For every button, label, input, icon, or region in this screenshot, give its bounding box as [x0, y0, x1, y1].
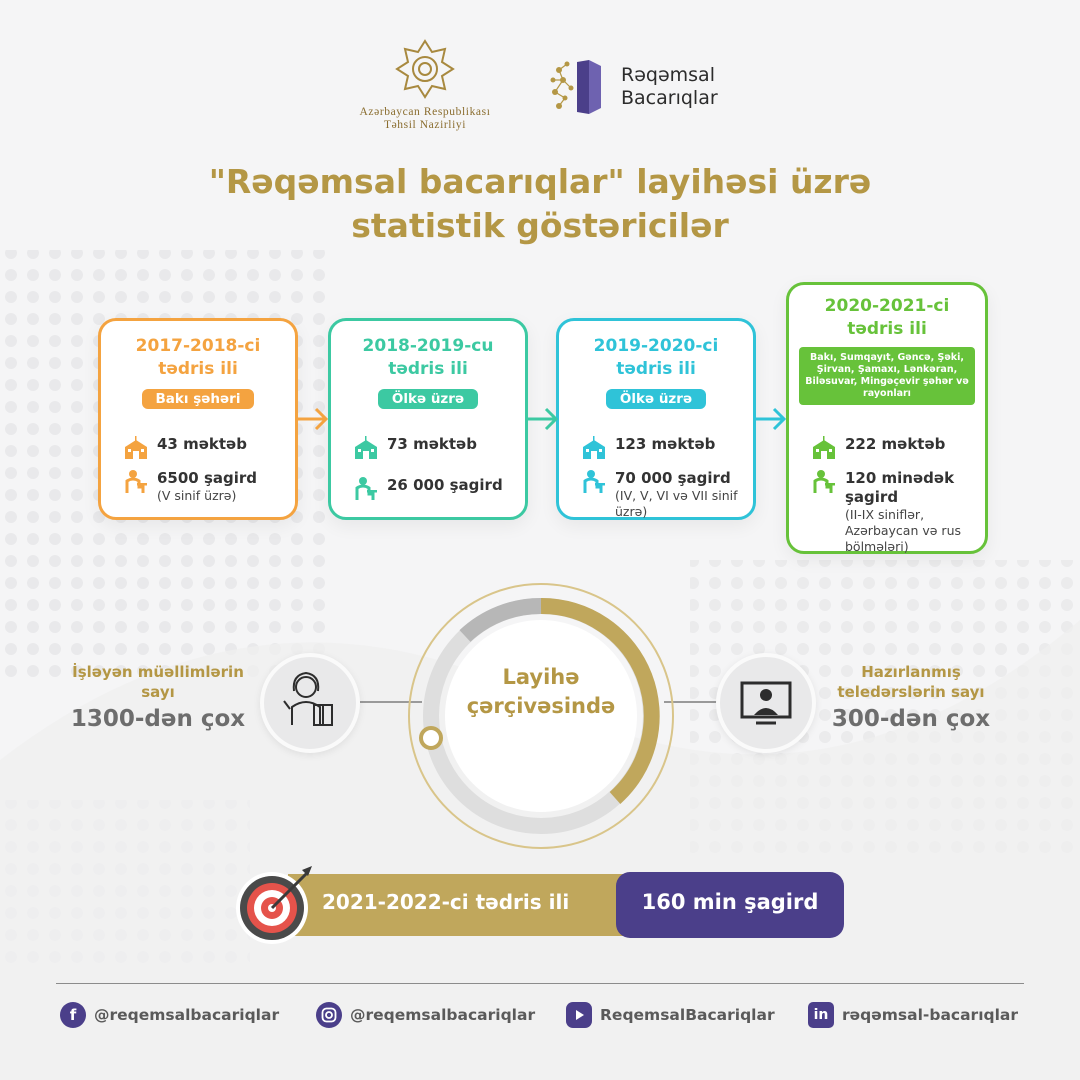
school-building-icon [581, 435, 607, 461]
card-schools-count: 43 məktəb [157, 435, 247, 453]
ministry-line-2: Təhsil Nazirliyi [383, 119, 467, 131]
card-students-row [353, 476, 503, 502]
student-desk-icon [353, 476, 379, 502]
card-scope-badge: Bakı şəhəri [142, 389, 255, 409]
brand-name [621, 64, 718, 110]
linkedin-icon: in [808, 1002, 834, 1028]
card-students-row [123, 469, 257, 504]
banner-count: 160 min şagird [641, 890, 819, 914]
card-scope-badge: Ölkə üzrə [606, 389, 706, 409]
instagram-handle[interactable]: @reqemsalbacariqlar [350, 1006, 536, 1024]
youtube-icon [566, 1002, 592, 1028]
student-desk-icon [811, 469, 837, 495]
teachers-label: İşləyən müəllimlərin sayı [72, 663, 244, 701]
arrow-right-icon [526, 404, 560, 434]
brand-logo [545, 56, 718, 118]
student-count-banner [616, 872, 844, 938]
teacher-icon-circle [260, 653, 360, 753]
student-desk-icon [123, 469, 149, 495]
arrow-right-icon [754, 404, 788, 434]
telelessons-stat [826, 662, 996, 734]
year-card-2019-2020 [556, 318, 756, 520]
card-year-line-2: tədris ili [847, 319, 927, 339]
ministry-line-1: Azərbaycan Respublikası [359, 106, 491, 118]
instagram-link[interactable] [316, 1002, 535, 1028]
card-year [789, 295, 985, 341]
card-year-line-1: 2019-2020-ci [593, 336, 719, 356]
card-schools-row [581, 435, 715, 461]
card-schools-row [123, 435, 247, 461]
page-title [0, 160, 1080, 248]
card-scope-badge: Ölkə üzrə [378, 389, 478, 409]
title-line-2: statistik göstəricilər [351, 206, 729, 245]
youtube-handle[interactable]: ReqemsalBacariqlar [600, 1006, 775, 1024]
facebook-icon: f [60, 1002, 86, 1028]
card-students-row [581, 469, 745, 520]
ministry-emblem-icon [394, 38, 456, 100]
year-card-2017-2018 [98, 318, 298, 520]
card-year [331, 335, 525, 381]
facebook-link[interactable] [60, 1002, 279, 1028]
brand-line-1: Rəqəmsal [621, 64, 715, 86]
card-year-line-2: tədris ili [158, 359, 238, 379]
card-students-note: (IV, V, VI və VII sinif üzrə) [615, 488, 738, 519]
card-year [101, 335, 295, 381]
card-students-row [811, 469, 965, 555]
card-schools-row [353, 435, 477, 461]
year-card-2020-2021 [786, 282, 988, 554]
card-schools-row [811, 435, 945, 461]
teachers-value: 1300-dən çox [70, 706, 246, 732]
card-scope-badge: Bakı, Sumqayıt, Gəncə, Şəki, Şirvan, Şamaxı, Lənkəran, Biləsuvar, Mingəçevir şəhər və rayonları [799, 347, 975, 405]
ministry-name [340, 106, 510, 132]
arrow-right-icon [296, 404, 330, 434]
card-year-line-1: 2020-2021-ci [824, 296, 950, 316]
teacher-icon [264, 657, 356, 749]
card-schools-count: 123 məktəb [615, 435, 716, 453]
card-year-line-2: tədris ili [616, 359, 696, 379]
telelesson-icon-circle [716, 653, 816, 753]
footer-divider [56, 983, 1024, 984]
linkedin-handle[interactable]: rəqəmsal-bacarıqlar [842, 1006, 1019, 1024]
telelessons-value: 300-dən çox [831, 706, 991, 732]
school-building-icon [811, 435, 837, 461]
ministry-logo [340, 38, 510, 132]
student-desk-icon [581, 469, 607, 495]
banner-year: 2021-2022-ci tədris ili [322, 890, 570, 914]
target-icon [232, 862, 318, 948]
facebook-handle[interactable]: @reqemsalbacariqlar [94, 1006, 280, 1024]
school-building-icon [353, 435, 379, 461]
card-students-note: (II-IX siniflər, Azərbaycan və rus bölmələri) [845, 507, 961, 554]
instagram-icon [316, 1002, 342, 1028]
card-students-count: 6500 şagird [157, 469, 258, 487]
year-card-2018-2019 [328, 318, 528, 520]
linkedin-link[interactable] [808, 1002, 1018, 1028]
digital-skills-logo-icon [545, 56, 607, 118]
card-schools-count: 222 məktəb [845, 435, 946, 453]
title-line-1: "Rəqəmsal bacarıqlar" layihəsi üzrə [208, 162, 872, 201]
card-schools-count: 73 məktəb [387, 435, 477, 453]
telelessons-label: Hazırlanmış teledərslərin sayı [837, 663, 985, 701]
card-year-line-2: tədris ili [388, 359, 468, 379]
card-year [559, 335, 753, 381]
card-students-count: 26 000 şagird [387, 476, 503, 494]
brand-line-2: Bacarıqlar [621, 87, 718, 109]
center-label: Layihə çərçivəsində [466, 665, 616, 718]
tv-lesson-icon [720, 657, 812, 749]
year-banner [288, 874, 648, 936]
school-building-icon [123, 435, 149, 461]
youtube-link[interactable] [566, 1002, 775, 1028]
card-students-count: 120 minədək şagird [845, 469, 955, 506]
card-students-count: 70 000 şagird [615, 469, 731, 487]
card-year-line-1: 2017-2018-ci [135, 336, 261, 356]
teachers-stat [60, 662, 256, 734]
card-year-line-1: 2018-2019-cu [362, 336, 494, 356]
card-students-note: (V sinif üzrə) [157, 488, 237, 503]
